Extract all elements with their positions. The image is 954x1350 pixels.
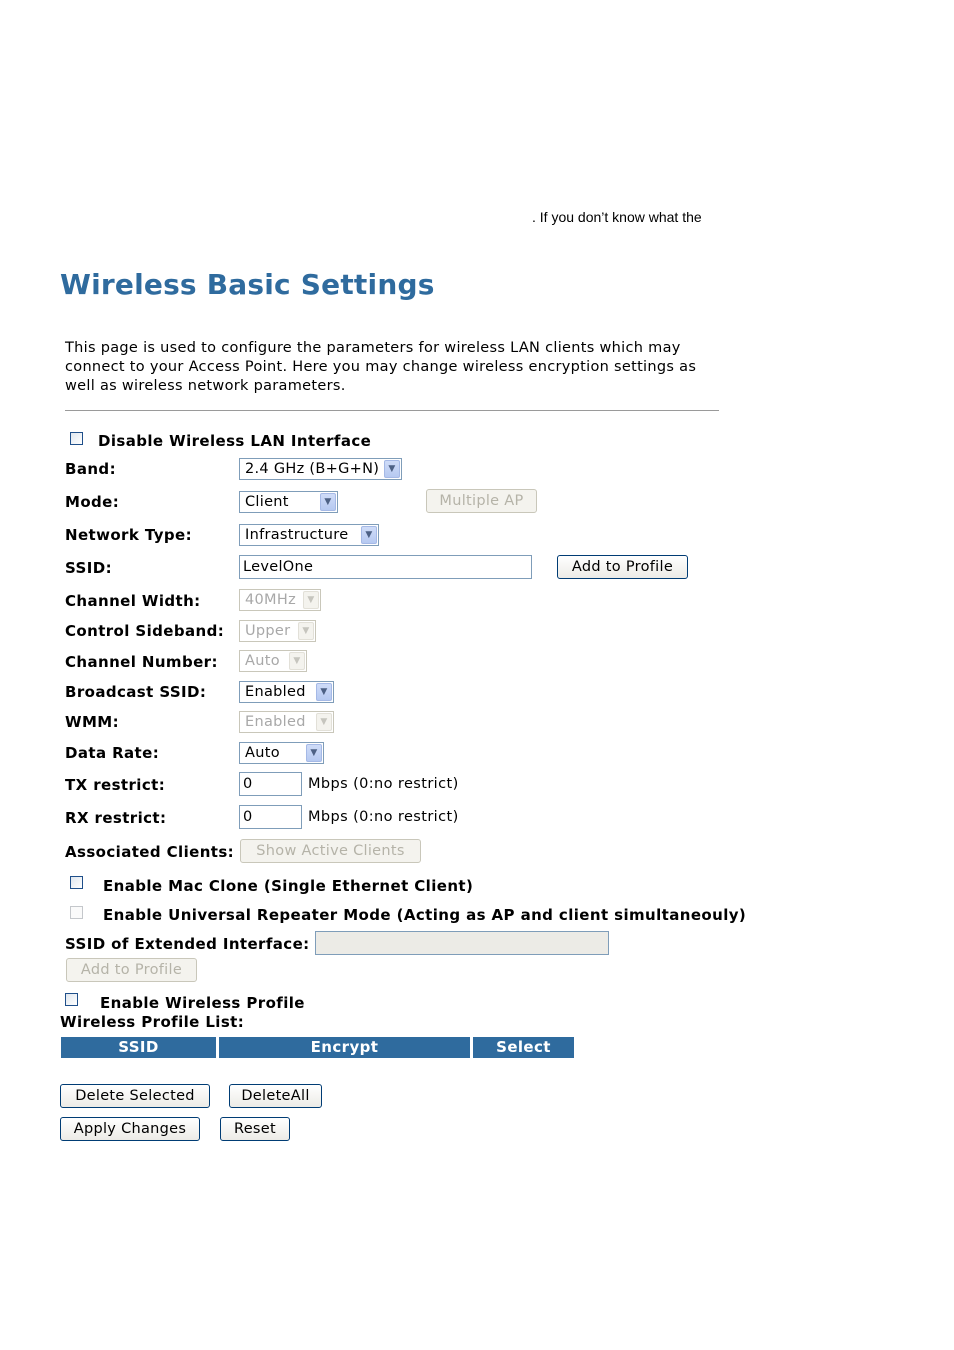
chevron-down-icon: ▼ [384,460,400,478]
multiple-ap-button[interactable]: Multiple AP [426,489,537,513]
channel-width-value: 40MHz [245,592,296,608]
page-description: This page is used to configure the parameters for wireless LAN clients which may connect to your Access Point. Here you may change wireless encryption settings as well as wireless network parameters. [65,340,697,394]
table-header-encrypt: Encrypt [219,1037,470,1058]
band-label: Band: [65,460,116,478]
control-sideband-select[interactable] [239,620,316,642]
mode-label: Mode: [65,493,120,511]
band-value: 2.4 GHz (B+G+N) [245,461,380,477]
delete-all-button[interactable]: DeleteAll [229,1084,322,1108]
wmm-value: Enabled [245,714,306,730]
network-type-select[interactable] [239,524,379,546]
chevron-down-icon: ▼ [316,683,332,701]
disable-wlan-label: Disable Wireless LAN Interface [98,432,372,450]
page-title: Wireless Basic Settings [60,268,435,301]
universal-repeater-checkbox[interactable] [70,906,83,919]
extended-ssid-input[interactable] [315,931,609,955]
wmm-label: WMM: [65,713,119,731]
chevron-down-icon: ▼ [320,493,336,511]
channel-number-select[interactable] [239,650,307,672]
mode-select[interactable] [239,491,338,513]
chevron-down-icon: ▼ [289,652,305,670]
universal-repeater-label: Enable Universal Repeater Mode (Acting as AP and client simultaneouly) [103,906,747,924]
add-to-profile-button[interactable]: Add to Profile [557,555,688,579]
extended-ssid-label: SSID of Extended Interface: [65,935,310,953]
rx-restrict-unit: Mbps (0:no restrict) [308,809,459,825]
ssid-label: SSID: [65,559,112,577]
divider [65,410,719,411]
disable-wlan-checkbox[interactable] [70,432,83,445]
mac-clone-label: Enable Mac Clone (Single Ethernet Client) [103,877,474,895]
profile-list-label: Wireless Profile List: [60,1013,245,1031]
data-rate-select[interactable] [239,742,324,764]
chevron-down-icon: ▼ [316,713,332,731]
network-type-label: Network Type: [65,526,192,544]
wireless-profile-label: Enable Wireless Profile [100,994,305,1012]
tx-restrict-unit: Mbps (0:no restrict) [308,776,459,792]
control-sideband-label: Control Sideband: [65,622,225,640]
ssid-input[interactable]: LevelOne [239,555,532,579]
rx-restrict-input[interactable]: 0 [239,805,302,829]
apply-changes-button[interactable]: Apply Changes [60,1117,200,1141]
broadcast-ssid-select[interactable] [239,681,334,703]
broadcast-ssid-value: Enabled [245,684,306,700]
show-active-clients-button[interactable]: Show Active Clients [240,839,421,863]
mac-clone-checkbox[interactable] [70,876,83,889]
channel-width-label: Channel Width: [65,592,201,610]
wireless-profile-checkbox[interactable] [65,993,78,1006]
channel-number-value: Auto [245,653,280,669]
rx-restrict-label: RX restrict: [65,809,167,827]
band-select[interactable] [239,458,402,480]
data-rate-value: Auto [245,745,280,761]
extended-add-to-profile-button[interactable]: Add to Profile [66,958,197,982]
reset-button[interactable]: Reset [220,1117,290,1141]
network-type-value: Infrastructure [245,527,349,543]
table-header-ssid: SSID [61,1037,216,1058]
delete-selected-button[interactable]: Delete Selected [60,1084,210,1108]
broadcast-ssid-label: Broadcast SSID: [65,683,207,701]
document-text-fragment: . If you don’t know what the [532,209,702,225]
control-sideband-value: Upper [245,623,291,639]
data-rate-label: Data Rate: [65,744,160,762]
chevron-down-icon: ▼ [303,591,319,609]
table-header-select: Select [473,1037,574,1058]
chevron-down-icon: ▼ [306,744,322,762]
chevron-down-icon: ▼ [361,526,377,544]
tx-restrict-input[interactable]: 0 [239,772,302,796]
mode-value: Client [245,494,289,510]
associated-clients-label: Associated Clients: [65,843,235,861]
channel-width-select[interactable] [239,589,321,611]
chevron-down-icon: ▼ [298,622,314,640]
wmm-select[interactable] [239,711,334,733]
tx-restrict-label: TX restrict: [65,776,166,794]
channel-number-label: Channel Number: [65,653,218,671]
